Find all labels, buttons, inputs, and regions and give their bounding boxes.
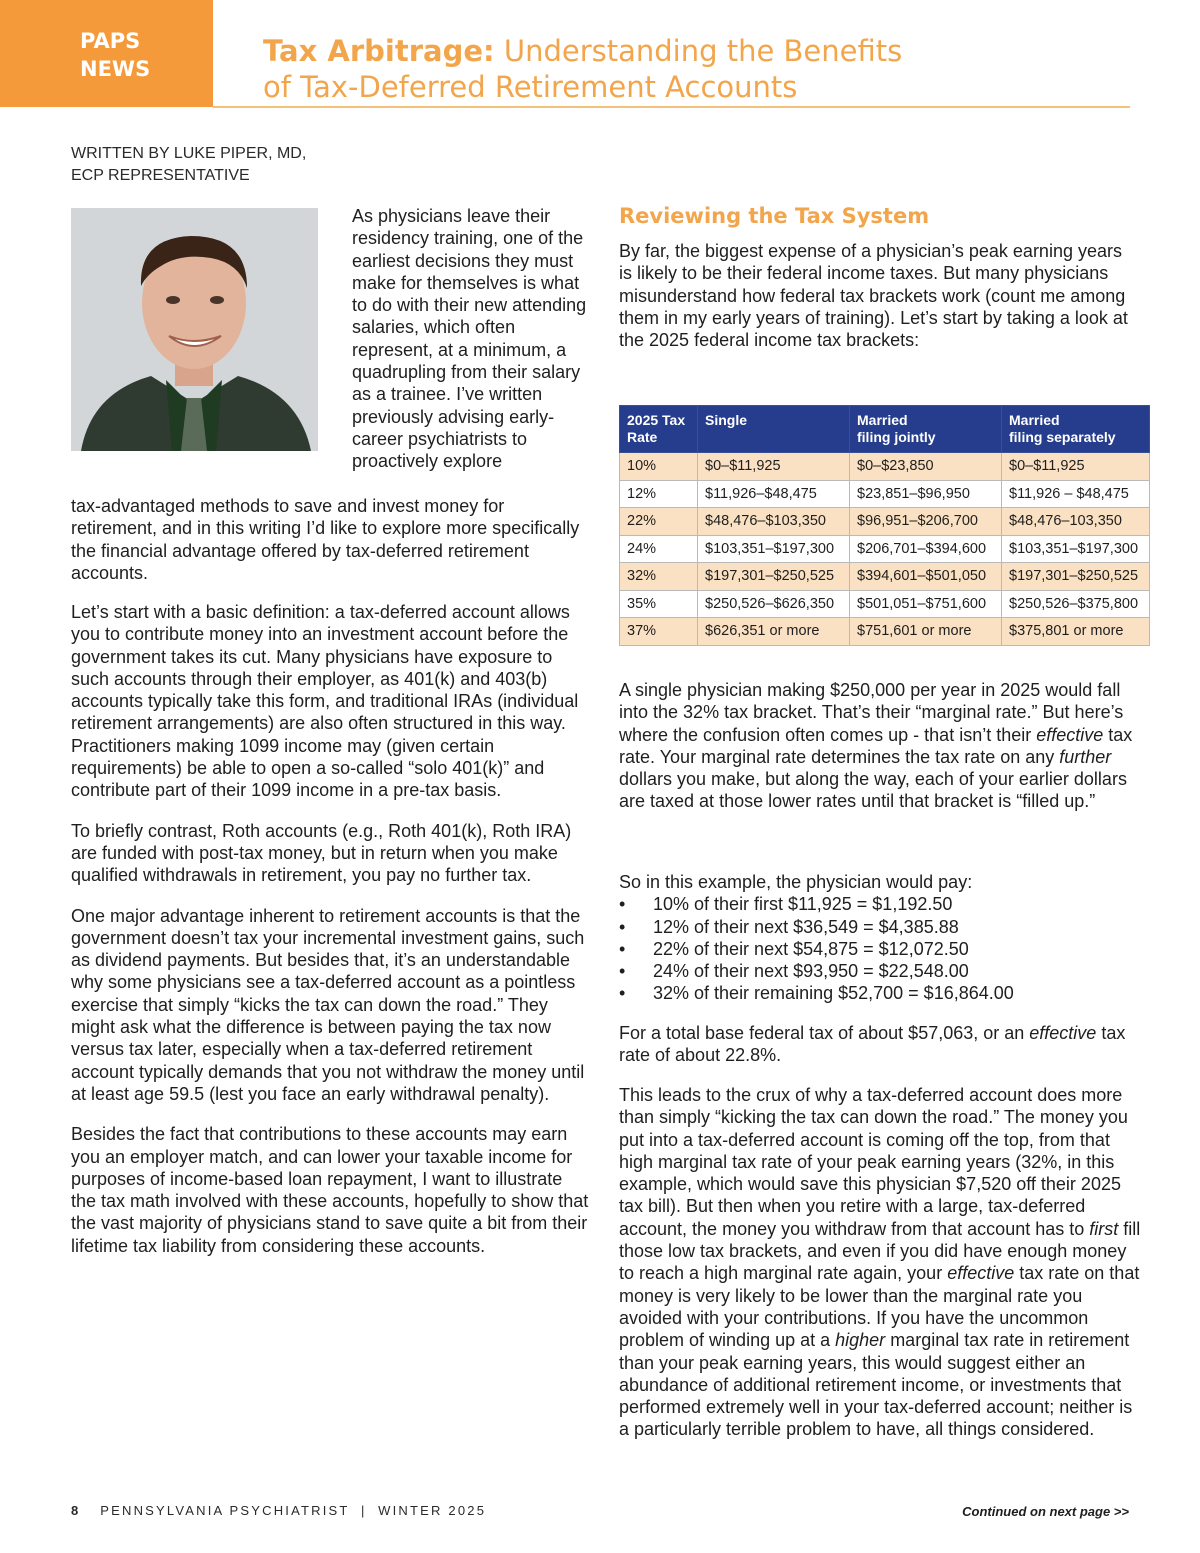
cell-single: $48,476–$103,350 [698, 508, 850, 536]
intro-paragraph-continued: tax-advantaged methods to save and invest money for retirement, and in this writing I’d like to explore more specifically the financial advantage offered by tax-deferred retirement accounts. [71, 496, 580, 583]
cell-separate: $197,301–$250,525 [1002, 563, 1150, 591]
paragraph-definition: Let’s start with a basic definition: a tax-deferred account allows you to contribute money into an investment account before the government takes its cut. Many physicians have exposure to such accounts through their employer, as 401(k) and 403(b) accounts typically take this form, and traditional IRAs (individual retirement arrangements) are also often structured in this way. Practitioners making 1099 income may (given certain requirements) be able to open a so-called “solo 401(k)” and contribute part of their 1099 income in a pre-tax basis. [71, 602, 579, 801]
title-bold: Tax Arbitrage: [263, 34, 495, 68]
paragraph-crux: This leads to the crux of why a tax-deferred account does more than simply “kicking the tax can down the road.” The money you put into a tax-deferred account is coming off the top, from that high marginal tax rate of your peak earning years (32%, in this example, which would save this physician $7,520 off their 2025 tax bill). But then when you retire with a large, tax-deferred account, the money you withdraw from that account has to first fill those low tax brackets, and even if you did have enough money to reach a high marginal rate again, your effective tax rate on that money is very likely to be lower than the marginal rate you avoided with your contributions. If you have the uncommon problem of winding up at a higher marginal tax rate in retirement than your peak earning years, this would suggest either an abundance of additional retirement income, or investments that performed extremely well in your tax-deferred account; neither is a particularly terrible problem to have, all things considered. [619, 1085, 1141, 1440]
cell-single: $626,351 or more [698, 618, 850, 646]
cell-joint: $206,701–$394,600 [850, 535, 1002, 563]
example-calculation [619, 871, 1139, 1005]
byline-line2: ECP REPRESENTATIVE [71, 167, 250, 184]
section-tag-line2: NEWS [80, 57, 151, 81]
table-row [620, 508, 1150, 536]
article-title [263, 33, 1143, 105]
cell-joint: $501,051–$751,600 [850, 590, 1002, 618]
table-row [620, 480, 1150, 508]
cell-joint: $751,601 or more [850, 618, 1002, 646]
bullet-icon: • [619, 983, 626, 1004]
paragraph-employer-match: Besides the fact that contributions to these accounts may earn you an employer match, and can lower your taxable income for purposes of income-based loan repayment, I want to illustrate the tax math involved with these accounts, hopefully to show that the vast majority of physicians stand to save quite a bit from their lifetime tax liability from considering these accounts. [71, 1124, 589, 1256]
tax-bracket-table [619, 405, 1150, 646]
header-rule [213, 106, 1130, 108]
table-row [620, 535, 1150, 563]
header-rate: 2025 Tax Rate [620, 406, 698, 453]
list-item: • 10% of their first $11,925 = $1,192.50 [619, 894, 953, 915]
paragraph-roth: To briefly contrast, Roth accounts (e.g., Roth 401(k), Roth IRA) are funded with post-tax money, but in return when you make qualified withdrawals in retirement, you pay no further tax. [71, 820, 572, 886]
author-photo [71, 208, 318, 451]
cell-separate: $48,476–103,350 [1002, 508, 1150, 536]
example-intro: So in this example, the physician would pay: [619, 872, 973, 892]
cell-separate: $0–$11,925 [1002, 453, 1150, 481]
continued-link[interactable]: Continued on next page >> [962, 1504, 1129, 1519]
cell-joint: $23,851–$96,950 [850, 480, 1002, 508]
bracket-list [619, 893, 1139, 1004]
intro-paragraph: As physicians leave their residency training, one of the earliest decisions they must make for themselves is what to do with their new attending salaries, which often represent, at a minimum, a quadrupling from their salary as a trainee. I’ve written previously advising early-career psychiatrists to proactively explore [352, 206, 587, 472]
bullet-icon: • [619, 894, 626, 915]
cell-single: $197,301–$250,525 [698, 563, 850, 591]
cell-joint: $96,951–$206,700 [850, 508, 1002, 536]
cell-separate: $11,926 – $48,475 [1002, 480, 1150, 508]
byline-line1: WRITTEN BY LUKE PIPER, MD, [71, 145, 307, 162]
section-tag [0, 0, 213, 107]
cell-joint: $394,601–$501,050 [850, 563, 1002, 591]
table-header-row [620, 406, 1150, 453]
cell-rate: 37% [620, 618, 698, 646]
byline [71, 143, 391, 187]
cell-rate: 22% [620, 508, 698, 536]
cell-rate: 10% [620, 453, 698, 481]
title-line2: of Tax-Deferred Retirement Accounts [263, 70, 798, 104]
bullet-icon: • [619, 938, 626, 959]
cell-single: $0–$11,925 [698, 453, 850, 481]
cell-single: $103,351–$197,300 [698, 535, 850, 563]
bullet-icon: • [619, 961, 626, 982]
table-row [620, 618, 1150, 646]
header-married-separately: Married filing separately [1002, 406, 1150, 453]
table-row [620, 590, 1150, 618]
list-item: • 12% of their next $36,549 = $4,385.88 [619, 916, 959, 937]
bullet-icon: • [619, 916, 626, 937]
cell-rate: 32% [620, 563, 698, 591]
paragraph-advantage: One major advantage inherent to retirement accounts is that the government doesn’t tax your incremental investment gains, such as dividend payments. But besides that, it’s an understandable why some physicians see a tax-deferred account as a pointless exercise that simply “kicks the tax can down the road.” They might ask what the difference is between paying the tax now versus tax later, especially when a tax-deferred retirement account typically demands that you not withdraw the money until at least age 59.5 (lest you face an early withdrawal penalty). [71, 905, 585, 1104]
publication-name: PENNSYLVANIA PSYCHIATRIST | WINTER 2025 [100, 1503, 487, 1518]
list-item: • 22% of their next $54,875 = $12,072.50 [619, 938, 969, 959]
cell-separate: $103,351–$197,300 [1002, 535, 1150, 563]
section-heading: Reviewing the Tax System [619, 204, 930, 228]
cell-rate: 24% [620, 535, 698, 563]
list-item: • 24% of their next $93,950 = $22,548.00 [619, 961, 969, 982]
section-tag-line1: PAPS [80, 29, 141, 53]
cell-separate: $250,526–$375,800 [1002, 590, 1150, 618]
author-headshot-illustration [71, 208, 318, 451]
cell-single: $250,526–$626,350 [698, 590, 850, 618]
cell-rate: 12% [620, 480, 698, 508]
paragraph-total-tax: For a total base federal tax of about $57,063, or an effective tax rate of about 22.8%. [619, 1023, 1126, 1066]
table-row [620, 563, 1150, 591]
cell-joint: $0–$23,850 [850, 453, 1002, 481]
column-left [71, 601, 591, 1275]
footer-publication [71, 1503, 486, 1518]
header-married-jointly: Married filing jointly [850, 406, 1002, 453]
table-row [620, 453, 1150, 481]
title-rest: Understanding the Benefits [494, 34, 903, 68]
cell-single: $11,926–$48,475 [698, 480, 850, 508]
header-single: Single [698, 406, 850, 453]
cell-separate: $375,801 or more [1002, 618, 1150, 646]
list-item: • 32% of their remaining $52,700 = $16,864.00 [619, 983, 1014, 1004]
page-number: 8 [71, 1503, 79, 1518]
paragraph-marginal-rate: A single physician making $250,000 per year in 2025 would fall into the 32% tax bracket. That’s their “marginal rate.” But here’s where the confusion often comes up - that isn’t their effective tax rate. Your marginal rate determines the tax rate on any further dollars you make, but along the way, each of your earlier dollars are taxed at those lower rates until that bracket is “filled up.” [619, 680, 1133, 812]
paragraph-tax-system: By far, the biggest expense of a physician’s peak earning years is likely to be their federal income taxes. But many physicians misunderstand how federal tax brackets work (count me among them in my early years of training). Let’s start by taking a look at the 2025 federal income tax brackets: [619, 241, 1128, 351]
cell-rate: 35% [620, 590, 698, 618]
